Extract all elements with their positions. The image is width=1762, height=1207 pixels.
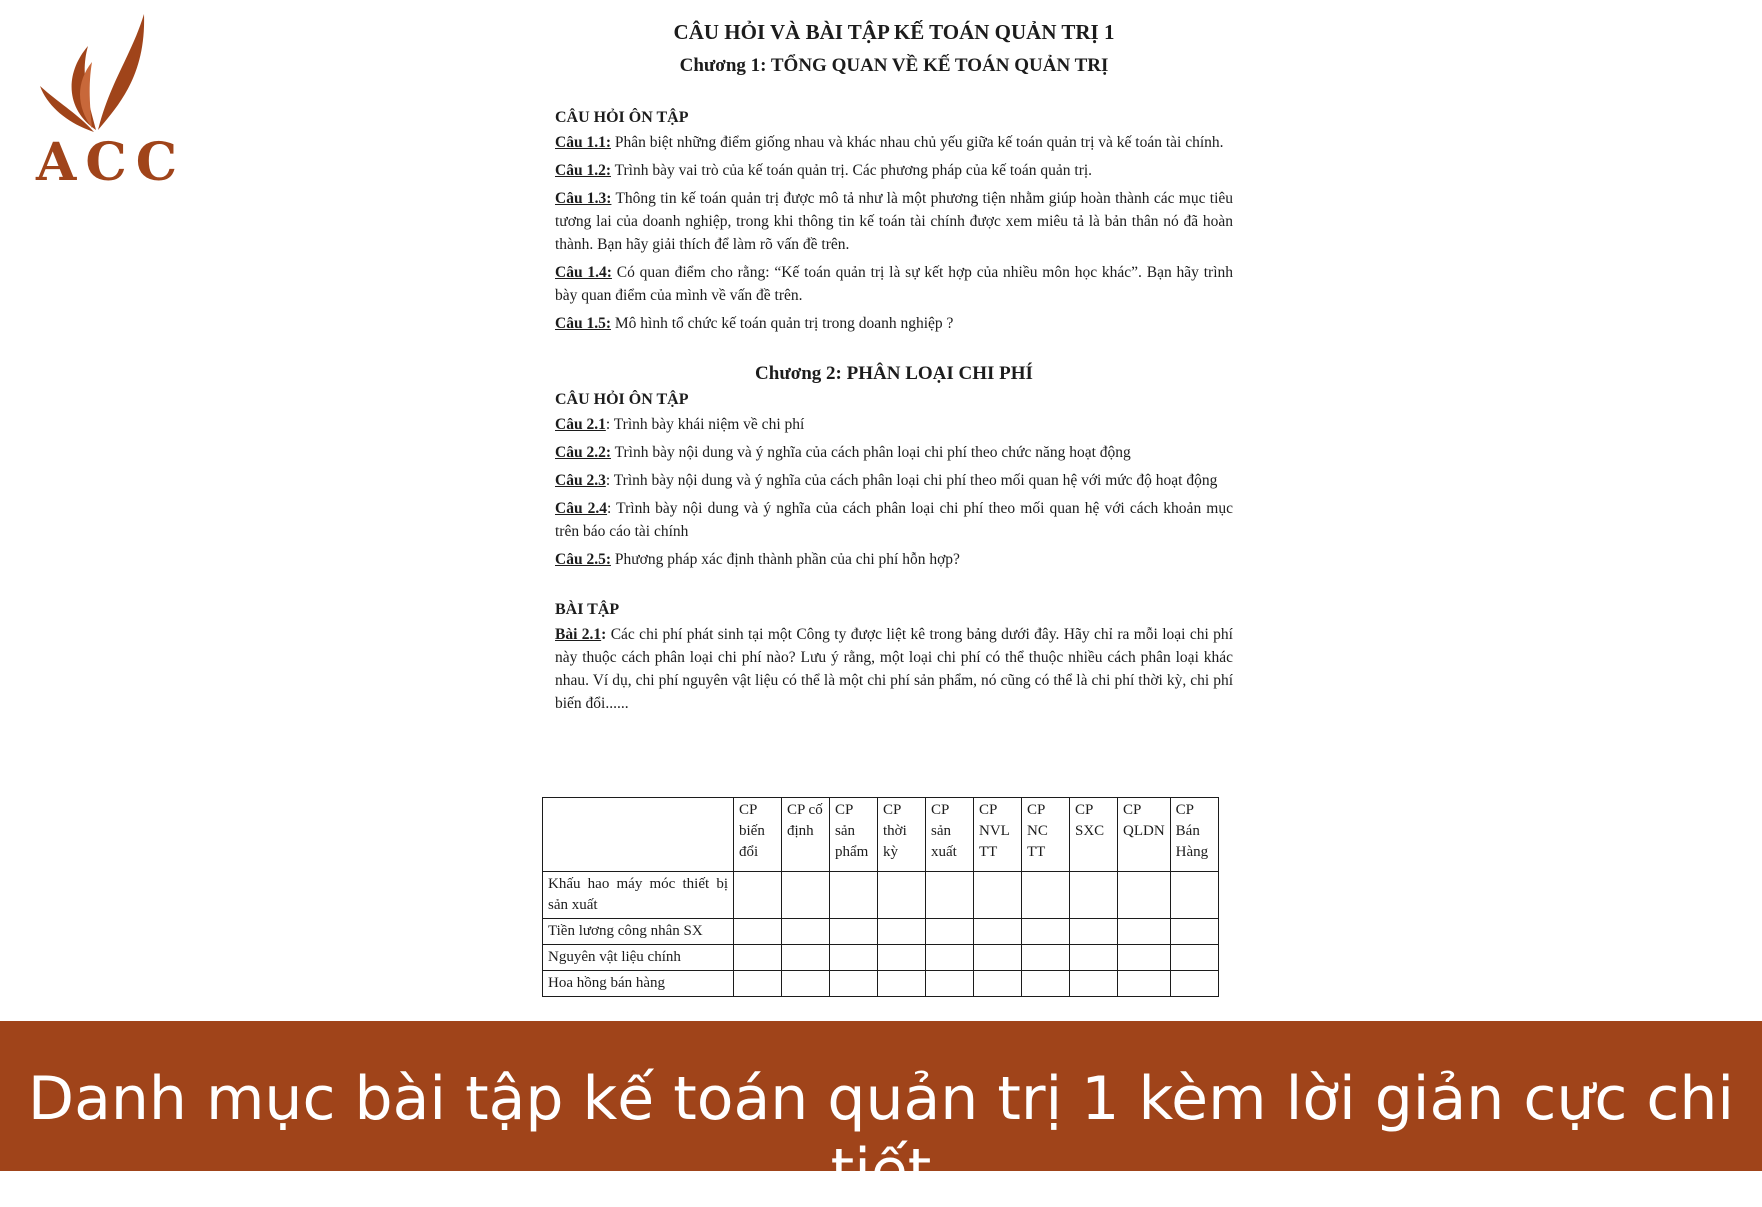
table-empty-cell: [974, 971, 1022, 997]
table-empty-cell: [1170, 872, 1218, 919]
table-empty-cell: [1022, 971, 1070, 997]
table-row: [543, 971, 1219, 997]
table-row-label: Tiền lương công nhân SX: [543, 919, 734, 945]
table-empty-cell: [878, 872, 926, 919]
question-item: [555, 497, 1233, 543]
logo-text: ACC: [36, 132, 187, 193]
question-text: : Trình bày khái niệm về chi phí: [605, 416, 805, 433]
exercise-label: Bài 2.1: [555, 626, 602, 643]
table-header-row: [543, 798, 1219, 872]
question-item: [555, 413, 1233, 436]
table-column-header: CP cố định: [782, 798, 830, 872]
table-empty-cell: [734, 971, 782, 997]
table-empty-cell: [734, 945, 782, 971]
table-row-label: Nguyên vật liệu chính: [543, 945, 734, 971]
question-item: [555, 261, 1233, 307]
table-row-label: Khấu hao máy móc thiết bị sản xuất: [543, 872, 734, 919]
table-empty-cell: [878, 919, 926, 945]
table-empty-cell: [782, 872, 830, 919]
table-empty-cell: [1070, 945, 1118, 971]
flame-leaf-icon: [36, 12, 156, 137]
question-label: Câu 1.2:: [555, 162, 611, 179]
table-empty-cell: [1118, 919, 1171, 945]
question-text: Phương pháp xác định thành phần của chi phí hỗn hợp?: [610, 551, 960, 568]
table-empty-cell: [974, 945, 1022, 971]
cost-classification-table: [542, 797, 1219, 997]
table-column-header: CP thời kỳ: [878, 798, 926, 872]
chapter-1-questions: [555, 131, 1233, 335]
question-item: [555, 548, 1233, 571]
question-item: [555, 159, 1233, 182]
chapter-2-questions: [555, 413, 1233, 571]
question-text: Có quan điểm cho rằng: “Kế toán quản trị là sự kết hợp của nhiều môn học khác”. Bạn hãy trình bày quan điểm của mình về vấn đề trên.: [555, 264, 1234, 304]
document-title: CÂU HỎI VÀ BÀI TẬP KẾ TOÁN QUẢN TRỊ 1: [673, 20, 1115, 44]
question-text: : Trình bày nội dung và ý nghĩa của cách phân loại chi phí theo mối quan hệ với mức độ hoạt động: [605, 472, 1218, 489]
table-empty-cell: [1170, 919, 1218, 945]
table-empty-cell: [1022, 919, 1070, 945]
acc-logo: [36, 12, 187, 193]
table-empty-cell: [830, 945, 878, 971]
table-empty-cell: [878, 945, 926, 971]
bottom-banner: [0, 1021, 1762, 1206]
table-empty-cell: [782, 945, 830, 971]
table-empty-cell: [1070, 919, 1118, 945]
chapter-2-title: Chương 2: PHÂN LOẠI CHI PHÍ: [755, 363, 1033, 384]
table-empty-cell: [926, 945, 974, 971]
table-empty-cell: [1170, 971, 1218, 997]
question-text: Trình bày nội dung và ý nghĩa của cách phân loại chi phí theo chức năng hoạt động: [610, 444, 1131, 461]
question-text: Thông tin kế toán quản trị được mô tả như là một phương tiện nhằm giúp hoàn thành các mục tiêu tương lai của doanh nghiệp, trong khi thông tin kế toán tài chính được xem miêu tả là bản thân nó đã hoàn thành. Bạn hãy giải thích để làm rõ vấn đề trên.: [555, 190, 1234, 253]
table-empty-cell: [1070, 971, 1118, 997]
table-empty-cell: [1118, 872, 1171, 919]
table-column-header: CP biến đổi: [734, 798, 782, 872]
table-empty-cell: [926, 872, 974, 919]
question-item: [555, 312, 1233, 335]
table-row: [543, 919, 1219, 945]
table-empty-cell: [830, 919, 878, 945]
exercise-section-heading: BÀI TẬP: [555, 601, 620, 618]
table-empty-cell: [830, 872, 878, 919]
table-row: [543, 945, 1219, 971]
table-row-label: Hoa hồng bán hàng: [543, 971, 734, 997]
question-label: Câu 1.3:: [555, 190, 612, 207]
document-page: [555, 16, 1233, 720]
review-section-heading: CÂU HỎI ÔN TẬP: [555, 109, 689, 126]
question-item: [555, 441, 1233, 464]
table-empty-cell: [974, 919, 1022, 945]
table-empty-cell: [734, 919, 782, 945]
exercise-colon: :: [601, 626, 607, 643]
table-column-header: CP NC TT: [1022, 798, 1070, 872]
question-text: Phân biệt những điểm giống nhau và khác nhau chủ yếu giữa kế toán quản trị và kế toán tài chính.: [610, 134, 1224, 151]
table-empty-cell: [1070, 872, 1118, 919]
question-text: Mô hình tổ chức kế toán quản trị trong doanh nghiệp ?: [610, 315, 954, 332]
table-empty-cell: [926, 919, 974, 945]
banner-title: Danh mục bài tập kế toán quản trị 1 kèm lời giản cực chi tiết: [27, 1064, 1735, 1206]
question-label: Câu 2.4: [555, 500, 608, 517]
table-empty-cell: [782, 919, 830, 945]
table-column-header: CP QLDN: [1118, 798, 1171, 872]
table-column-header: CP SXC: [1070, 798, 1118, 872]
exercise-paragraph: [555, 623, 1233, 715]
table-empty-cell: [878, 971, 926, 997]
question-label: Câu 2.3: [555, 472, 606, 489]
question-label: Câu 2.2:: [555, 444, 611, 461]
table-empty-cell: [1022, 945, 1070, 971]
table-empty-cell: [1022, 872, 1070, 919]
table-body: [543, 872, 1219, 997]
question-label: Câu 1.5:: [555, 315, 611, 332]
exercise-text: Các chi phí phát sinh tại một Công ty được liệt kê trong bảng dưới đây. Hãy chỉ ra mỗi loại chi phí này thuộc cách phân loại chi phí nào? Lưu ý rằng, một loại chi phí có thể thuộc nhiều cách phân loại khác nhau. Ví dụ, chi phí nguyên vật liệu có thể là một chi phí sản phẩm, nó cũng có thể là chi phí thời kỳ, chi phí biến đổi......: [555, 626, 1233, 712]
question-text: : Trình bày nội dung và ý nghĩa của cách phân loại chi phí theo mối quan hệ với cách khoản mục trên báo cáo tài chính: [555, 500, 1233, 540]
table-column-header: CP sản phẩm: [830, 798, 878, 872]
question-label: Câu 1.4:: [555, 264, 612, 281]
table-empty-cell: [926, 971, 974, 997]
table-column-header: CP Bán Hàng: [1170, 798, 1218, 872]
table-empty-cell: [1118, 971, 1171, 997]
table-column-header: CP NVL TT: [974, 798, 1022, 872]
table-empty-cell: [1118, 945, 1171, 971]
question-item: [555, 469, 1233, 492]
question-item: [555, 187, 1233, 256]
question-label: Câu 1.1:: [555, 134, 611, 151]
table-empty-cell: [1170, 945, 1218, 971]
question-label: Câu 2.1: [555, 416, 606, 433]
table-empty-cell: [782, 971, 830, 997]
table-row: [543, 872, 1219, 919]
chapter-1-title: Chương 1: TỔNG QUAN VỀ KẾ TOÁN QUẢN TRỊ: [679, 55, 1109, 76]
question-label: Câu 2.5:: [555, 551, 611, 568]
question-text: Trình bày vai trò của kế toán quản trị. Các phương pháp của kế toán quản trị.: [610, 162, 1093, 179]
review-section-heading-2: CÂU HỎI ÔN TẬP: [555, 391, 689, 408]
question-item: [555, 131, 1233, 154]
table-empty-cell: [974, 872, 1022, 919]
table-empty-cell: [734, 872, 782, 919]
table-corner-cell: [543, 798, 734, 872]
table-column-header: CP sản xuất: [926, 798, 974, 872]
table-empty-cell: [830, 971, 878, 997]
